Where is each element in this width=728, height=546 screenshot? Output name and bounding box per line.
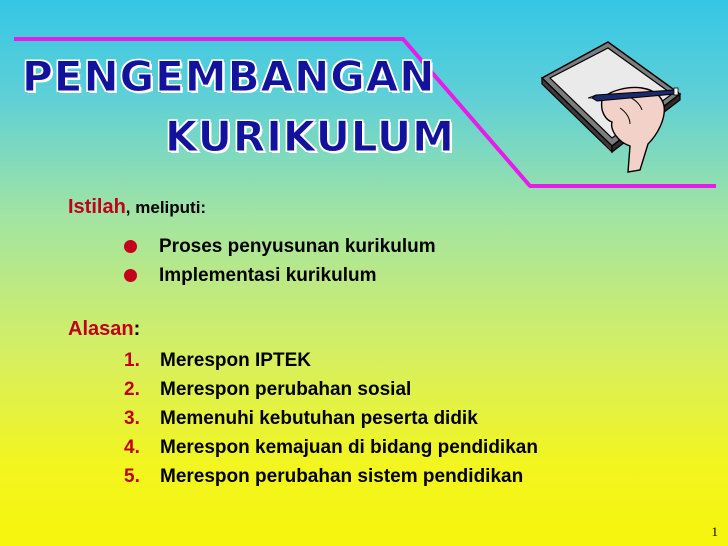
- list-item-text: Merespon perubahan sosial: [160, 378, 412, 400]
- list-item-text: Proses penyusunan kurikulum: [159, 235, 436, 257]
- hand-writing-on-notepad-icon: [530, 38, 690, 178]
- istilah-bullet-list: [124, 232, 436, 290]
- list-item-text: Implementasi kurikulum: [159, 264, 377, 286]
- list-item: [124, 346, 538, 375]
- list-item-number: 3.: [124, 407, 140, 429]
- list-item: [124, 433, 538, 462]
- list-item-text: Merespon kemajuan di bidang pendidikan: [160, 436, 538, 458]
- term-istilah: Istilah: [68, 196, 126, 218]
- page-number: 1: [711, 524, 718, 539]
- list-item-text: Memenuhi kebutuhan peserta didik: [160, 407, 478, 429]
- section-istilah-heading: [68, 196, 206, 219]
- list-item: [124, 375, 538, 404]
- list-item-number: 1.: [124, 349, 140, 371]
- slide-title-line-2: KURIKULUM: [165, 112, 455, 161]
- list-item: [124, 462, 538, 491]
- list-item-text: Merespon perubahan sistem pendidikan: [160, 465, 524, 487]
- list-item-number: 2.: [124, 378, 140, 400]
- bullet-dot-icon: [124, 240, 137, 253]
- alasan-numbered-list: [124, 346, 538, 491]
- section-alasan-heading: [68, 318, 140, 341]
- list-item: [124, 232, 436, 261]
- term-alasan: Alasan: [68, 318, 134, 340]
- list-item-number: 5.: [124, 465, 140, 487]
- term-istilah-rest: , meliputi:: [125, 198, 207, 217]
- slide-title-line-1: PENGEMBANGAN: [22, 52, 436, 101]
- list-item-number: 4.: [124, 436, 140, 458]
- list-item-text: Merespon IPTEK: [160, 349, 311, 371]
- bullet-dot-icon: [124, 269, 137, 282]
- list-item: [124, 261, 436, 290]
- list-item: [124, 404, 538, 433]
- term-alasan-rest: :: [133, 318, 141, 340]
